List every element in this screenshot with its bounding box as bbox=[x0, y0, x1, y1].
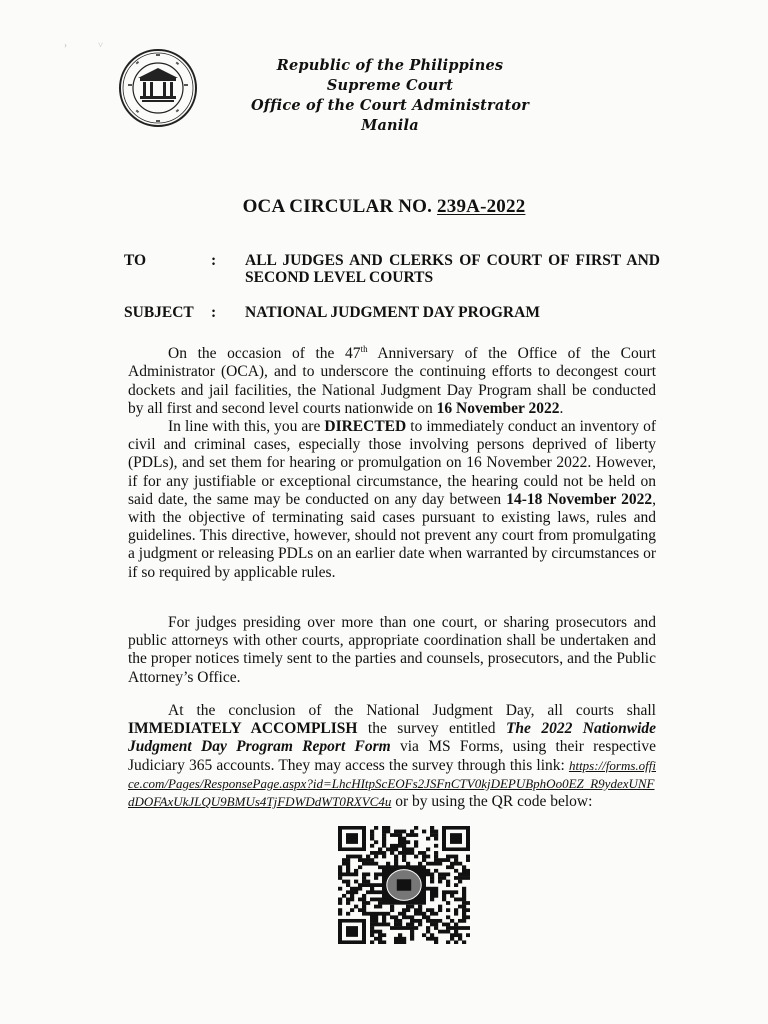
subject-label: SUBJECT bbox=[124, 304, 194, 321]
p2-text-b: to immediately conduct an inventory of civil and criminal cases, especially those involving persons deprived of liberty (PDLs), and set them for hearing or promulgation on 16 November 2022. However, if for any justifiable or exceptional circumstance, the hearing could not be held on said date, the same may be conducted on any day between bbox=[128, 417, 656, 508]
p1-date-bold: 16 November 2022 bbox=[436, 399, 560, 417]
survey-link[interactable]: https://forms.office.com/Pages/ResponsePage.aspx?id=LhcHItpScEOFs2JSFnCTV0kjDEPUBphOo0EZ_R9ydexUNFdDOFAxUkJLQU9BMUs4TjFDWDdWT0RXVC4u bbox=[128, 757, 656, 810]
body-section-3 bbox=[128, 702, 656, 811]
subject-value: NATIONAL JUDGMENT DAY PROGRAM bbox=[245, 304, 540, 321]
to-colon: : bbox=[211, 252, 217, 269]
p4-text-d: or by using the QR code below: bbox=[391, 793, 593, 811]
body-section-1 bbox=[128, 340, 656, 582]
paragraph-directive bbox=[128, 418, 656, 582]
p4-text-a: At the conclusion of the National Judgment Day, all courts shall bbox=[168, 702, 656, 719]
paragraph-survey bbox=[128, 702, 656, 811]
to-label: TO bbox=[124, 252, 147, 269]
letterhead-oca: Office of the Court Administrator bbox=[250, 97, 530, 114]
letterhead-city: Manila bbox=[361, 117, 419, 134]
p1-superscript: th bbox=[360, 344, 368, 354]
p4-text-c: via MS Forms, using their respective Judiciary 365 accounts. They may access the survey through this link: bbox=[128, 738, 656, 774]
scan-mark: ˅ bbox=[98, 40, 104, 50]
p1-text-c: . bbox=[559, 399, 564, 417]
letterhead-republic: Republic of the Philippines bbox=[276, 57, 504, 74]
p1-text-a: On the occasion of the 47 bbox=[168, 345, 361, 363]
circular-number: 239A-2022 bbox=[437, 196, 526, 217]
subject-colon: : bbox=[211, 304, 217, 321]
to-value: ALL JUDGES AND CLERKS OF COURT OF FIRST AND SECOND LEVEL COURTS bbox=[245, 252, 660, 286]
p2-text-a: In line with this, you are bbox=[168, 417, 325, 435]
qr-code-icon[interactable] bbox=[338, 826, 470, 944]
p4-accomplish-bold: IMMEDIATELY ACCOMPLISH bbox=[128, 720, 358, 738]
court-seal-icon bbox=[118, 48, 198, 128]
scan-mark: › bbox=[64, 40, 67, 50]
p4-survey-title: The 2022 Nationwide Judgment Day Program Report Form bbox=[128, 720, 657, 756]
circular-title-prefix: OCA CIRCULAR NO. bbox=[242, 196, 438, 217]
p4-text-b: the survey entitled bbox=[357, 720, 506, 738]
letterhead-supreme-court: Supreme Court bbox=[326, 77, 454, 94]
circular-title bbox=[0, 196, 768, 218]
body-section-2 bbox=[128, 614, 656, 687]
p2-directed-bold: DIRECTED bbox=[324, 417, 407, 435]
p2-text-c: , with the objective of terminating said cases pursuant to existing laws, rules and guidelines. This directive, however, should not prevent any court from promulgating a judgment or releasing PDLs on an earlier date when warranted by circumstances or if so required by applicable rules. bbox=[128, 490, 656, 581]
paragraph-coordination: For judges presiding over more than one court, or sharing prosecutors and public attorneys with other courts, appropriate coordination shall be undertaken and the proper notices timely sent to the parties and counsels, prosecutors, and the Public Attorney’s Office. bbox=[128, 614, 656, 686]
letterhead bbox=[240, 56, 540, 136]
paragraph-occasion bbox=[128, 340, 656, 418]
p1-text-b: Anniversary of the Office of the Court Administrator (OCA), and to underscore the continuing efforts to decongest court dockets and jail facilities, the National Judgment Day Program shall be conducted by all first and second level courts nationwide on bbox=[128, 345, 656, 417]
p2-date-range-bold: 14-18 November 2022 bbox=[506, 490, 653, 508]
